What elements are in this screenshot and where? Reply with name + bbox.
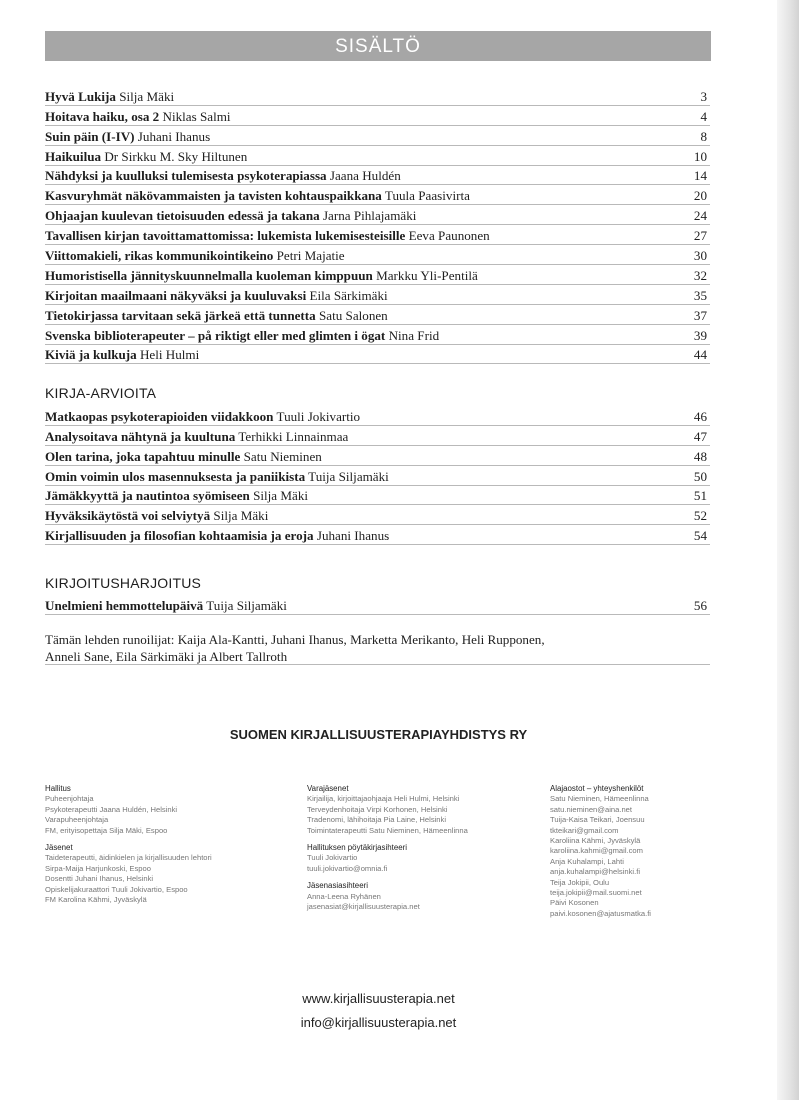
toc-page-number: 44 — [693, 347, 707, 363]
toc-page-number: 37 — [693, 307, 707, 323]
toc-row[interactable] — [45, 245, 710, 265]
poets-note-line: Tämän lehden runoilijat: Kaija Ala-Kantti, Juhani Ihanus, Marketta Merikanto, Heli Rupponen, — [45, 632, 545, 647]
toc-title: Jämäkkyyttä ja nautintoa syömiseen — [45, 488, 250, 504]
poets-note-line: Anneli Sane, Eila Särkimäki ja Albert Tallroth — [45, 649, 288, 664]
toc-title: Unelmieni hemmottelupäivä — [45, 597, 204, 613]
toc-row[interactable] — [45, 525, 710, 545]
toc-title: Ohjaajan kuulevan tietoisuuden edessä ja takana — [45, 208, 320, 224]
column-line: tkteikari@gmail.com — [550, 825, 619, 835]
column-line: FM, erityisopettaja Silja Mäki, Espoo — [45, 825, 168, 835]
sections-column — [550, 784, 750, 919]
toc-title: Hyvä Lukija — [45, 88, 116, 104]
toc-page-number: 20 — [693, 188, 707, 204]
toc-row[interactable] — [45, 265, 710, 285]
column-line: Satu Nieminen, Hämeenlinna — [550, 794, 649, 804]
website-link[interactable]: www.kirjallisuusterapia.net — [302, 991, 455, 1006]
toc-author: Silja Mäki — [213, 508, 269, 524]
toc-page-number: 8 — [700, 128, 707, 144]
column-heading: Alajaostot – yhteyshenkilöt — [550, 784, 644, 793]
toc-title: Hoitava haiku, osa 2 — [45, 108, 160, 124]
block-gap — [307, 836, 507, 843]
toc-author: Terhikki Linnainmaa — [238, 428, 349, 444]
toc-author: Juhani Ihanus — [316, 528, 390, 544]
toc-author: Satu Salonen — [318, 307, 388, 323]
column-line: Teija Jokipii, Oulu — [550, 877, 610, 887]
deputies-column — [307, 784, 507, 912]
toc-title: Kasvuryhmät näkövammaisten ja tavisten kohtauspaikkana — [45, 188, 382, 204]
toc-row[interactable] — [45, 446, 710, 466]
toc-page-number: 50 — [693, 468, 707, 484]
toc-title: Nähdyksi ja kuulluksi tulemisesta psykoterapiassa — [45, 168, 327, 184]
toc-title: Kiviä ja kulkuja — [45, 347, 137, 363]
column-line: Toimintaterapeutti Satu Nieminen, Hämeenlinna — [307, 825, 468, 835]
exercise-section-title: KIRJOITUSHARJOITUS — [45, 575, 202, 591]
toc-title: Olen tarina, joka tapahtuu minulle — [45, 448, 241, 464]
toc-row[interactable] — [45, 406, 710, 426]
toc-author: Satu Nieminen — [243, 448, 322, 464]
column-line: Psykoterapeutti Jaana Huldén, Helsinki — [45, 804, 178, 814]
exercise-contents-list — [45, 595, 710, 615]
toc-author: Niklas Salmi — [162, 108, 231, 124]
toc-author: Tuuli Jokivartio — [276, 408, 361, 424]
toc-page-number: 47 — [693, 428, 707, 444]
toc-title: Hyväksikäytöstä voi selviytyä — [45, 508, 211, 524]
toc-row[interactable] — [45, 486, 710, 506]
toc-row[interactable] — [45, 285, 710, 305]
toc-page-number: 51 — [693, 488, 707, 504]
toc-page-number: 14 — [693, 168, 707, 184]
toc-row[interactable] — [45, 505, 710, 525]
toc-title: Kirjoitan maailmaani näkyväksi ja kuuluvaksi — [45, 287, 307, 303]
board-column — [45, 784, 245, 905]
toc-author: Tuija Siljamäki — [308, 468, 389, 484]
column-line: Terveydenhoitaja Virpi Korhonen, Helsinki — [307, 804, 448, 814]
poets-note — [45, 631, 710, 665]
column-line: anja.kuhalampi@helsinki.fi — [550, 867, 641, 877]
toc-author: Nina Frid — [388, 327, 440, 343]
reviews-contents-list — [45, 406, 710, 545]
column-line: Tuuli Jokivartio — [307, 853, 358, 863]
toc-title: Kirjallisuuden ja filosofian kohtaamisia ja eroja — [45, 528, 314, 544]
toc-author: Eeva Paunonen — [408, 228, 490, 244]
toc-page-number: 56 — [693, 597, 707, 613]
column-heading: Varajäsenet — [307, 784, 349, 793]
toc-title: Analysoitava nähtynä ja kuultuna — [45, 428, 236, 444]
block-gap — [307, 874, 507, 881]
toc-row[interactable] — [45, 205, 710, 225]
toc-title: Svenska biblioterapeuter – på riktigt eller med glimten i ögat — [45, 327, 386, 343]
toc-title: Tietokirjassa tarvitaan sekä järkeä että tunnetta — [45, 307, 316, 323]
toc-row[interactable] — [45, 426, 710, 446]
toc-page-number: 35 — [693, 287, 707, 303]
column-heading: Jäsenet — [45, 843, 73, 853]
toc-author: Tuula Paasivirta — [384, 188, 470, 204]
column-heading: Hallituksen pöytäkirjasihteeri — [307, 843, 407, 853]
toc-author: Silja Mäki — [253, 488, 308, 504]
column-line: Karoliina Kähmi, Jyväskylä — [550, 836, 641, 846]
toc-title: Haikuilua — [45, 148, 102, 164]
organization-name: SUOMEN KIRJALLISUUSTERAPIAYHDISTYS RY — [229, 727, 528, 742]
contact-links — [0, 987, 757, 1035]
toc-author: Petri Majatie — [276, 248, 345, 264]
toc-row[interactable] — [45, 146, 710, 166]
toc-author: Tuija Siljamäki — [206, 597, 287, 613]
toc-title: Suin päin (I-IV) — [45, 128, 135, 144]
column-line: Dosentti Juhani Ihanus, Helsinki — [45, 874, 154, 884]
column-line: Opiskelijakuraattori Tuuli Jokivartio, Espoo — [45, 884, 188, 894]
toc-author: Silja Mäki — [119, 88, 175, 104]
toc-page-number: 48 — [693, 448, 707, 464]
column-line: Taideterapeutti, äidinkielen ja kirjallisuuden lehtori — [45, 853, 212, 863]
toc-title: Omin voimin ulos masennuksesta ja paniikista — [45, 468, 306, 484]
toc-title: Humoristisella jännityskuunnelmalla kuoleman kimppuun — [45, 267, 373, 283]
column-line: teija.jokipii@mail.suomi.net — [550, 888, 642, 898]
toc-title: Tavallisen kirjan tavoittamattomissa: lukemista lukemisesteisille — [45, 228, 406, 244]
toc-page-number: 4 — [700, 108, 707, 124]
contents-banner: SISÄLTÖ — [45, 31, 711, 61]
toc-title: Viittomakieli, rikas kommunikointikeino — [45, 248, 274, 264]
column-line: Anna-Leena Ryhänen — [307, 891, 381, 901]
toc-row[interactable] — [45, 225, 710, 245]
toc-row[interactable] — [45, 166, 710, 186]
column-line: Sirpa-Maija Harjunkoski, Espoo — [45, 863, 151, 873]
column-line: Tuija-Kaisa Teikari, Joensuu — [550, 815, 645, 825]
toc-page-number: 27 — [693, 228, 707, 244]
block-gap — [45, 836, 245, 843]
toc-page-number: 10 — [693, 148, 707, 164]
column-heading: Hallitus — [45, 784, 71, 793]
toc-row[interactable] — [45, 305, 710, 325]
column-heading: Jäsenasiasihteeri — [307, 881, 368, 891]
toc-page-number: 46 — [693, 408, 707, 424]
toc-row[interactable] — [45, 106, 710, 126]
toc-author: Eila Särkimäki — [309, 287, 388, 303]
toc-page-number: 52 — [693, 508, 707, 524]
toc-row[interactable] — [45, 126, 710, 146]
toc-row[interactable] — [45, 466, 710, 486]
toc-author: Dr Sirkku M. Sky Hiltunen — [104, 148, 248, 164]
toc-title: Matkaopas psykoterapioiden viidakkoon — [45, 408, 274, 424]
column-line: Tradenomi, lähihoitaja Pia Laine, Helsinki — [307, 815, 447, 825]
toc-row[interactable] — [45, 325, 710, 345]
column-line: satu.nieminen@aina.net — [550, 804, 633, 814]
column-line: paivi.kosonen@ajatusmatka.fi — [550, 908, 651, 918]
main-contents-list — [45, 86, 710, 364]
toc-row[interactable] — [45, 185, 710, 205]
toc-row[interactable] — [45, 595, 710, 615]
email-link[interactable]: info@kirjallisuusterapia.net — [300, 1015, 457, 1030]
toc-page-number: 39 — [693, 327, 707, 343]
toc-author: Jaana Huldén — [329, 168, 401, 184]
toc-author: Jarna Pihlajamäki — [322, 208, 417, 224]
column-line: tuuli.jokivartio@omnia.fi — [307, 863, 388, 873]
toc-row[interactable] — [45, 345, 710, 365]
column-line: Varapuheenjohtaja — [45, 815, 109, 825]
column-line: jasenasiat@kirjallisuusterapia.net — [307, 902, 420, 912]
toc-row[interactable] — [45, 86, 710, 106]
column-line: Anja Kuhalampi, Lahti — [550, 856, 624, 866]
toc-page-number: 24 — [693, 208, 707, 224]
reviews-section-title: KIRJA-ARVIOITA — [45, 385, 157, 401]
toc-page-number: 30 — [693, 248, 707, 264]
column-line: Päivi Kosonen — [550, 898, 599, 908]
toc-author: Juhani Ihanus — [137, 128, 211, 144]
toc-author: Heli Hulmi — [139, 347, 200, 363]
toc-author: Markku Yli-Pentilä — [376, 267, 478, 283]
column-line: FM Karolina Kähmi, Jyväskylä — [45, 895, 147, 905]
toc-page-number: 3 — [700, 88, 707, 104]
toc-page-number: 54 — [693, 528, 707, 544]
toc-page-number: 32 — [693, 267, 707, 283]
column-line: Kirjailija, kirjoittajaohjaaja Heli Hulmi, Helsinki — [307, 794, 460, 804]
column-line: Puheenjohtaja — [45, 794, 94, 804]
column-line: karoliina.kahmi@gmail.com — [550, 846, 643, 856]
page-edge-shadow — [777, 0, 799, 1100]
